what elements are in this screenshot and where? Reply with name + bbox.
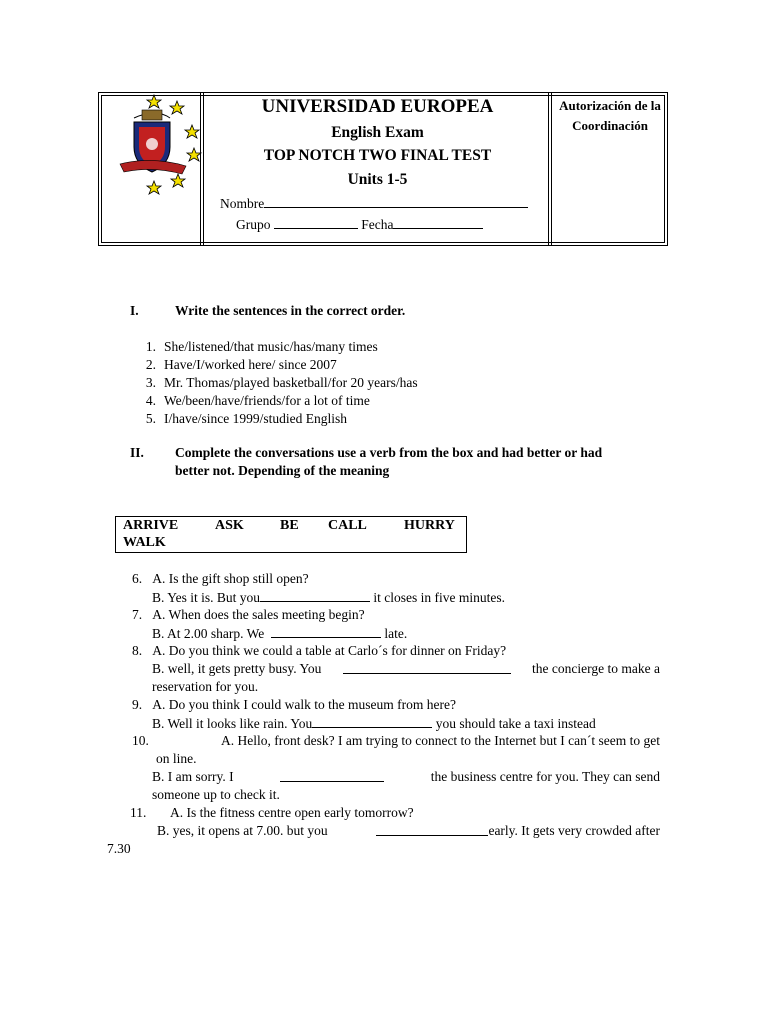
group-line[interactable] xyxy=(274,216,358,229)
list-item: 5. I/have/since 1999/studied English xyxy=(145,411,347,426)
section2-instruction-line1: Complete the conversations use a verb from the box and had better or had xyxy=(175,445,603,460)
word-call: CALL xyxy=(328,518,367,533)
q7-a: 7. A. When does the sales meeting begin? xyxy=(132,607,365,622)
answer-blank[interactable] xyxy=(280,769,384,782)
list-item: 4. We/been/have/friends/for a lot of time xyxy=(145,393,370,408)
university-crest-logo xyxy=(112,92,208,196)
name-field[interactable] xyxy=(220,195,528,212)
q6-b: B. Yes it is. But you it closes in five minutes. xyxy=(152,590,506,605)
q8-a: 8. A. Do you think we could a table at Carlo´s for dinner on Friday? xyxy=(132,643,507,658)
word-hurry: HURRY xyxy=(404,518,455,533)
date-label: Fecha xyxy=(361,217,394,232)
answer-blank[interactable] xyxy=(260,589,370,602)
name-label: Nombre xyxy=(220,196,265,211)
list-item: 3. Mr. Thomas/played basketball/for 20 years/has xyxy=(145,375,418,390)
q11-a: 11. A. Is the fitness centre open early tomorrow? xyxy=(130,805,414,820)
authorization-label: Autorización de la Coordinación xyxy=(559,98,661,133)
q9-b: B. Well it looks like rain. You you should take a taxi instead xyxy=(152,716,596,731)
university-title: UNIVERSIDAD EUROPEA xyxy=(261,96,494,117)
q8-b-cont: reservation for you. xyxy=(152,679,259,694)
name-line[interactable] xyxy=(264,195,528,208)
section1-instruction: Write the sentences in the correct order. xyxy=(175,303,406,318)
answer-blank[interactable] xyxy=(376,823,488,836)
q7-b: B. At 2.00 sharp. We late. xyxy=(152,626,408,641)
word-arrive: ARRIVE xyxy=(123,518,179,533)
word-box xyxy=(115,516,467,553)
q10-a: 10. A. Hello, front desk? I am trying to connect to the Internet but I can´t seem to get xyxy=(132,733,660,748)
exam-title: English Exam xyxy=(331,124,424,141)
q11-b: B. yes, it opens at 7.00. but you early. It gets very crowded after xyxy=(157,823,660,838)
q8-b: B. well, it gets pretty busy. You the concierge to make a xyxy=(152,661,660,676)
word-ask: ASK xyxy=(215,518,244,533)
date-line[interactable] xyxy=(393,216,483,229)
list-item: 1. She/listened/that music/has/many times xyxy=(145,339,378,354)
list-item: 2. Have/I/worked here/ since 2007 xyxy=(145,357,337,372)
answer-blank[interactable] xyxy=(271,625,381,638)
q10-b-cont: someone up to check it. xyxy=(152,787,280,802)
answer-blank[interactable] xyxy=(343,661,511,674)
group-date-fields[interactable] xyxy=(236,216,483,233)
word-walk: WALK xyxy=(123,535,166,550)
test-title: TOP NOTCH TWO FINAL TEST xyxy=(263,147,492,164)
word-be: BE xyxy=(280,518,299,533)
q9-a: 9. A. Do you think I could walk to the museum from here? xyxy=(132,697,456,712)
group-label: Grupo xyxy=(236,217,271,232)
q10-a-cont: on line. xyxy=(156,751,197,766)
section1-number: I. xyxy=(130,303,139,318)
section2-number: II. xyxy=(130,445,144,460)
q6-a: 6. A. Is the gift shop still open? xyxy=(132,571,309,586)
section2-instruction-line2: better not. Depending of the meaning xyxy=(175,463,390,478)
q10-b: B. I am sorry. I the business centre for you. They can send xyxy=(152,769,660,784)
answer-blank[interactable] xyxy=(312,715,432,728)
q11-b-cont: 7.30 xyxy=(107,841,131,856)
units-title: Units 1-5 xyxy=(347,171,408,188)
